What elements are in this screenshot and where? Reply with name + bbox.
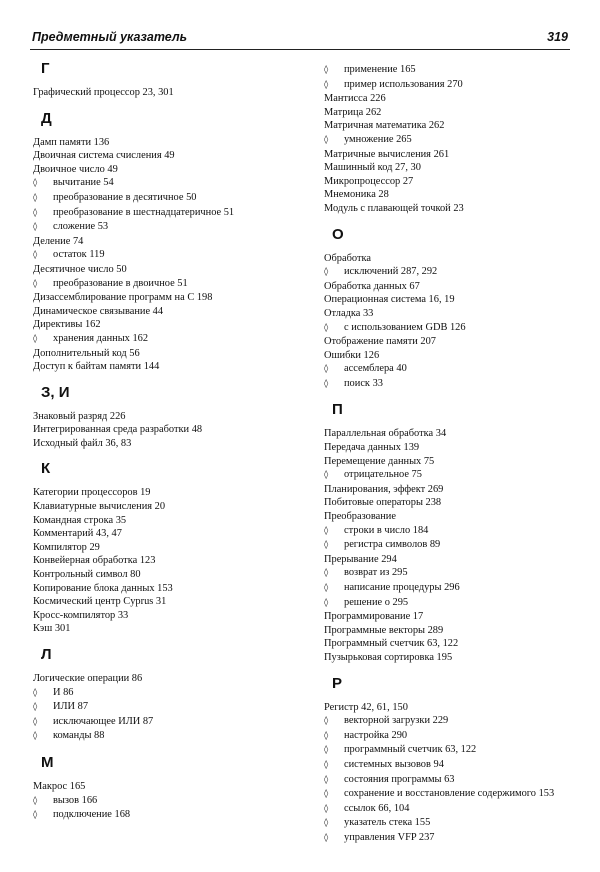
entry-text: Матричные вычисления 261 <box>324 148 450 160</box>
diamond-bullet-icon: ◊ <box>324 759 329 770</box>
section-letter: З, И <box>41 383 70 401</box>
index-subentry <box>324 831 589 846</box>
diamond-bullet-icon: ◊ <box>324 267 329 278</box>
entry-text: вычитание 54 <box>53 177 114 189</box>
index-subentry <box>33 277 298 292</box>
index-subentry <box>324 468 589 483</box>
index-column-right <box>324 63 589 850</box>
index-subentry <box>324 321 589 336</box>
index-section <box>324 63 589 216</box>
index-entry <box>324 624 589 638</box>
entry-text: возврат из 295 <box>344 567 408 579</box>
entry-text: Доступ к байтам памяти 144 <box>33 361 160 373</box>
index-section <box>33 646 298 744</box>
entry-text: Дизассемблирование программ на C 198 <box>33 292 213 304</box>
entry-text: Макрос 165 <box>33 780 86 792</box>
entry-text: Преобразование <box>324 511 396 523</box>
entry-text: Программирование 17 <box>324 611 424 623</box>
section-letter: Д <box>41 109 52 127</box>
diamond-bullet-icon: ◊ <box>324 322 329 333</box>
index-entry <box>33 780 298 794</box>
entry-text: состояния программы 63 <box>344 773 455 785</box>
diamond-bullet-icon: ◊ <box>324 540 329 551</box>
entry-text: Знаковый разряд 226 <box>33 410 126 422</box>
diamond-bullet-icon: ◊ <box>324 730 329 741</box>
diamond-bullet-icon: ◊ <box>324 745 329 756</box>
entry-text: Исходный файл 36, 83 <box>33 437 132 449</box>
entry-text: ссылок 66, 104 <box>344 802 410 814</box>
diamond-bullet-icon: ◊ <box>324 583 329 593</box>
entry-text: Отладка 33 <box>324 307 374 319</box>
index-entry <box>324 106 589 120</box>
index-subentry <box>324 816 589 831</box>
index-entry <box>33 318 298 332</box>
index-entry <box>324 161 589 175</box>
index-entry <box>324 280 589 294</box>
diamond-bullet-icon: ◊ <box>324 525 329 536</box>
index-entry <box>324 148 589 162</box>
index-subentry <box>324 802 589 817</box>
index-entry <box>33 163 298 177</box>
diamond-bullet-icon: ◊ <box>324 774 329 785</box>
entry-text: Программный счетчик 63, 122 <box>324 638 459 650</box>
index-subentry <box>324 63 589 78</box>
index-section <box>33 110 298 374</box>
section-letter: О <box>332 225 344 243</box>
entry-text: Передача данных 139 <box>324 442 420 454</box>
index-section <box>324 226 589 392</box>
entry-text: Операционная система 16, 19 <box>324 294 455 306</box>
index-subentry <box>33 220 298 235</box>
diamond-bullet-icon: ◊ <box>33 178 38 189</box>
diamond-bullet-icon: ◊ <box>324 364 329 375</box>
entry-text: ассемблера 40 <box>344 363 407 375</box>
index-subentry <box>324 758 589 773</box>
entry-text: Динамическое связывание 44 <box>33 305 164 317</box>
diamond-bullet-icon: ◊ <box>324 378 329 389</box>
diamond-bullet-icon: ◊ <box>324 597 329 608</box>
index-subentry <box>33 808 298 823</box>
entry-text: Деление 74 <box>33 235 84 247</box>
page-header <box>30 27 570 50</box>
entry-text: остаток 119 <box>53 249 105 261</box>
index-subentry <box>324 566 589 581</box>
index-subentry <box>324 377 589 392</box>
index-entry <box>33 423 298 437</box>
diamond-bullet-icon: ◊ <box>324 832 329 843</box>
index-entry <box>33 86 298 100</box>
entry-text: преобразование в шестнадцатеричное 51 <box>53 206 235 218</box>
diamond-bullet-icon: ◊ <box>324 134 329 145</box>
entry-text: Планирования, эффект 269 <box>324 483 444 495</box>
index-entry <box>324 496 589 510</box>
diamond-bullet-icon: ◊ <box>33 716 38 727</box>
index-subentry <box>324 78 589 93</box>
index-subentry <box>324 524 589 539</box>
entry-text: исключающее ИЛИ 87 <box>53 715 154 727</box>
index-entry <box>33 527 298 541</box>
entry-text: Регистр 42, 61, 150 <box>324 701 408 713</box>
diamond-bullet-icon: ◊ <box>324 818 329 829</box>
entry-text: отрицательное 75 <box>344 469 422 481</box>
index-entry <box>324 637 589 651</box>
entry-text: команды 88 <box>53 730 105 742</box>
section-letter: К <box>41 460 51 478</box>
entry-text: Копирование блока данных 153 <box>33 582 173 594</box>
entry-text: Кросс-компилятор 33 <box>33 609 129 621</box>
entry-text: пример использования 270 <box>344 78 463 90</box>
index-entry <box>33 541 298 555</box>
index-entry <box>324 293 589 307</box>
index-entry <box>324 553 589 567</box>
index-subentry <box>33 206 298 221</box>
index-entry <box>324 651 589 665</box>
diamond-bullet-icon: ◊ <box>33 731 38 742</box>
index-entry <box>324 349 589 363</box>
index-entry <box>33 360 298 374</box>
diamond-bullet-icon: ◊ <box>33 250 38 261</box>
entry-text: Прерывание 294 <box>324 553 397 565</box>
index-entry <box>33 410 298 424</box>
entry-text: Космический центр Cyprus 31 <box>33 596 167 608</box>
index-entry <box>33 305 298 319</box>
index-entry <box>33 235 298 249</box>
index-entry <box>324 701 589 715</box>
section-letter: М <box>41 753 54 771</box>
entry-text: Интегрированная среда разработки 48 <box>33 424 203 436</box>
entry-text: хранения данных 162 <box>53 332 149 344</box>
index-entry <box>324 510 589 524</box>
entry-text: Десятичное число 50 <box>33 263 127 275</box>
entry-text: Перемещение данных 75 <box>324 455 435 467</box>
diamond-bullet-icon: ◊ <box>324 470 329 481</box>
index-entry <box>33 263 298 277</box>
index-subentry <box>324 773 589 788</box>
diamond-bullet-icon: ◊ <box>324 803 329 814</box>
entry-text: Отображение памяти 207 <box>324 336 436 348</box>
index-subentry <box>324 729 589 744</box>
index-subentry <box>324 743 589 758</box>
index-subentry <box>324 581 589 596</box>
entry-text: подключение 168 <box>53 809 131 821</box>
entry-text: Конвейерная обработка 123 <box>33 555 156 567</box>
diamond-bullet-icon: ◊ <box>324 789 329 800</box>
entry-text: Мантисса 226 <box>324 93 386 105</box>
entry-text: умножение 265 <box>344 133 412 145</box>
index-entry <box>33 622 298 636</box>
index-entry <box>324 483 589 497</box>
index-entry <box>33 582 298 596</box>
entry-text: Обработка данных 67 <box>324 280 420 292</box>
entry-text: Пузырьковая сортировка 195 <box>324 651 453 663</box>
index-entry <box>324 307 589 321</box>
entry-text: сохранение и восстановление содержимого 153 <box>344 788 555 800</box>
index-section <box>324 675 589 846</box>
index-subentry <box>324 362 589 377</box>
entry-text: Контрольный символ 80 <box>33 569 141 581</box>
index-subentry <box>33 794 298 809</box>
index-subentry <box>324 265 589 280</box>
section-letter: Г <box>41 60 50 77</box>
entry-text: указатель стека 155 <box>344 817 431 829</box>
index-entry <box>33 672 298 686</box>
index-column-left <box>33 60 298 827</box>
index-entry <box>33 486 298 500</box>
entry-text: исключений 287, 292 <box>344 266 438 278</box>
index-subentry <box>33 729 298 744</box>
entry-text: Программные векторы 289 <box>324 624 444 636</box>
index-subentry <box>33 686 298 701</box>
index-entry <box>324 202 589 216</box>
entry-text: Двоичное число 49 <box>33 163 118 175</box>
index-entry <box>324 610 589 624</box>
entry-text: преобразование в двоичное 51 <box>53 277 188 289</box>
page-number: 319 <box>547 30 568 44</box>
index-entry <box>324 175 589 189</box>
index-entry <box>33 500 298 514</box>
entry-text: Логические операции 86 <box>33 673 143 684</box>
index-section <box>33 460 298 636</box>
index-subentry <box>33 700 298 715</box>
diamond-bullet-icon: ◊ <box>324 568 329 579</box>
index-entry <box>33 291 298 305</box>
entry-text: Графический процессор 23, 301 <box>33 87 174 98</box>
entry-text: Двоичная система счисления 49 <box>33 150 175 162</box>
index-subentry <box>324 133 589 148</box>
entry-text: управления VFP 237 <box>344 831 435 843</box>
diamond-bullet-icon: ◊ <box>33 207 38 218</box>
index-entry <box>33 595 298 609</box>
diamond-bullet-icon: ◊ <box>33 192 38 203</box>
page-title: Предметный указатель <box>32 30 188 44</box>
index-entry <box>324 335 589 349</box>
entry-text: Директивы 162 <box>33 319 101 331</box>
entry-text: векторной загрузки 229 <box>344 715 449 727</box>
index-section <box>33 60 298 100</box>
entry-text: Модуль с плавающей точкой 23 <box>324 202 464 214</box>
index-subentry <box>33 191 298 206</box>
index-section <box>324 401 589 664</box>
section-letter: П <box>332 401 343 419</box>
index-entry <box>324 188 589 202</box>
entry-text: регистра символов 89 <box>344 539 441 551</box>
entry-text: Кэш 301 <box>33 623 71 635</box>
entry-text: И 86 <box>53 686 74 698</box>
entry-text: Мнемоника 28 <box>324 189 389 201</box>
index-section <box>33 754 298 823</box>
diamond-bullet-icon: ◊ <box>33 687 38 698</box>
section-letter: Р <box>332 674 343 692</box>
entry-text: Ошибки 126 <box>324 349 380 361</box>
index-subentry <box>33 715 298 730</box>
diamond-bullet-icon: ◊ <box>324 79 329 90</box>
diamond-bullet-icon: ◊ <box>33 222 38 233</box>
index-subentry <box>324 714 589 729</box>
entry-text: программный счетчик 63, 122 <box>344 744 477 756</box>
entry-text: Обработка <box>324 252 371 264</box>
entry-text: настройка 290 <box>344 729 408 741</box>
index-entry <box>324 252 589 266</box>
entry-text: Клавиатурные вычисления 20 <box>33 501 166 513</box>
index-entry <box>324 441 589 455</box>
index-entry <box>324 455 589 469</box>
index-entry <box>33 136 298 150</box>
entry-text: ИЛИ 87 <box>53 701 89 713</box>
index-subentry <box>33 248 298 263</box>
entry-text: с использованием GDB 126 <box>344 321 466 333</box>
entry-text: Категории процессоров 19 <box>33 487 151 499</box>
index-entry <box>324 427 589 441</box>
diamond-bullet-icon: ◊ <box>33 702 38 713</box>
diamond-bullet-icon: ◊ <box>33 333 38 344</box>
entry-text: системных вызовов 94 <box>344 758 444 770</box>
index-section <box>33 384 298 451</box>
entry-text: решение о 295 <box>344 596 409 608</box>
entry-text: сложение 53 <box>53 221 109 233</box>
index-entry <box>33 347 298 361</box>
index-entry <box>33 554 298 568</box>
index-entry <box>33 437 298 451</box>
index-subentry <box>324 787 589 802</box>
entry-text: Микропроцессор 27 <box>324 175 414 187</box>
index-entry <box>33 568 298 582</box>
diamond-bullet-icon: ◊ <box>324 716 329 727</box>
index-subentry <box>324 596 589 611</box>
index-subentry <box>33 332 298 347</box>
entry-text: Машинный код 27, 30 <box>324 162 421 174</box>
entry-text: Дополнительный код 56 <box>33 347 140 359</box>
index-entry <box>33 514 298 528</box>
diamond-bullet-icon: ◊ <box>33 278 38 289</box>
entry-text: Компилятор 29 <box>33 541 100 553</box>
section-letter: Л <box>41 646 52 663</box>
entry-text: Матричная математика 262 <box>324 120 445 132</box>
entry-text: Комментарий 43, 47 <box>33 528 122 540</box>
index-entry <box>33 609 298 623</box>
entry-text: Командная строка 35 <box>33 514 127 526</box>
entry-text: строки в число 184 <box>344 524 429 536</box>
entry-text: поиск 33 <box>344 377 383 389</box>
entry-text: преобразование в десятичное 50 <box>53 191 197 203</box>
entry-text: Параллельная обработка 34 <box>324 428 447 440</box>
index-subentry <box>33 176 298 191</box>
entry-text: Матрица 262 <box>324 106 382 118</box>
diamond-bullet-icon: ◊ <box>33 810 38 821</box>
diamond-bullet-icon: ◊ <box>33 795 38 806</box>
entry-text: написание процедуры 296 <box>344 582 460 593</box>
index-entry <box>324 92 589 106</box>
entry-text: Дамп памяти 136 <box>33 136 110 148</box>
index-entry <box>324 119 589 133</box>
diamond-bullet-icon: ◊ <box>324 65 329 75</box>
index-entry <box>33 149 298 163</box>
entry-text: применение 165 <box>344 64 416 75</box>
entry-text: вызов 166 <box>53 794 98 806</box>
index-subentry <box>324 538 589 553</box>
entry-text: Побитовые операторы 238 <box>324 497 442 509</box>
